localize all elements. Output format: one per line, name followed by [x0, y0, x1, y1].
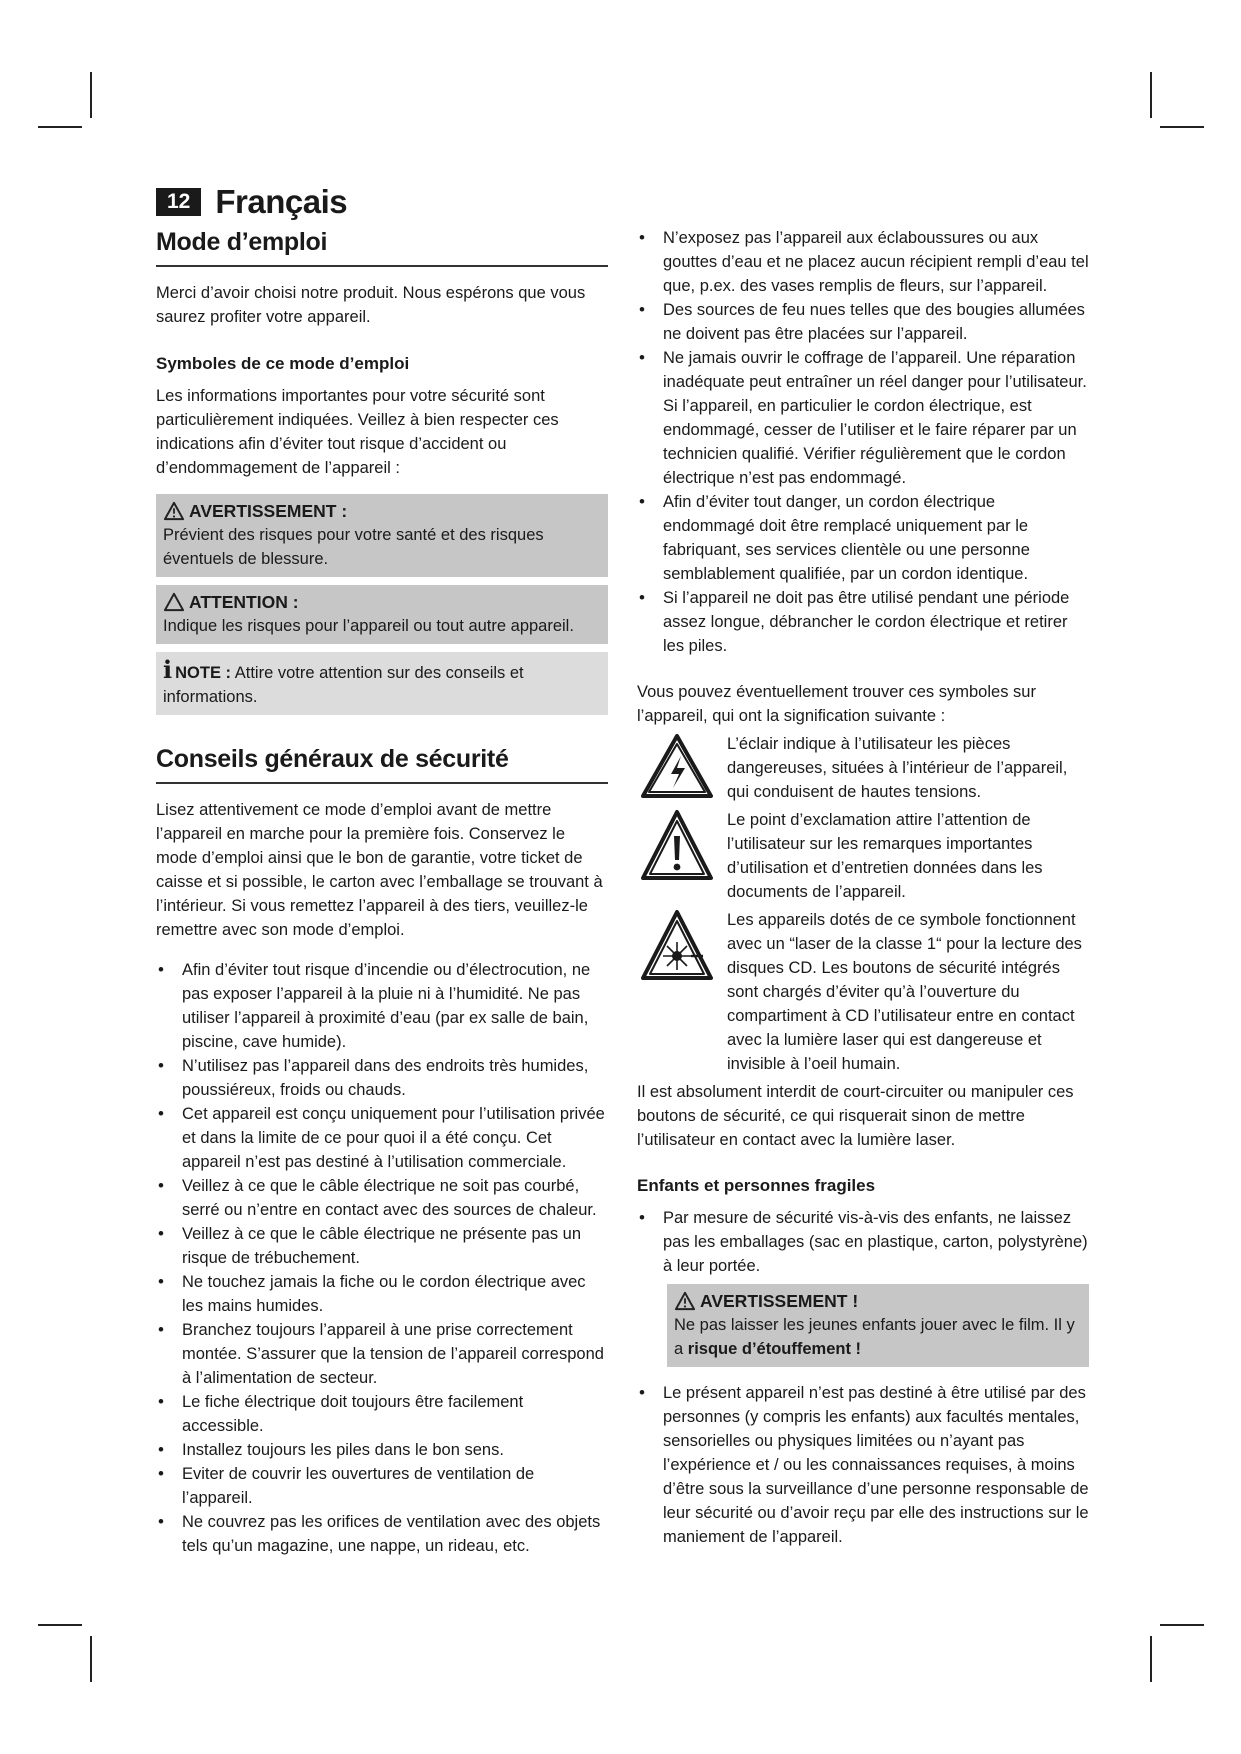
symbols-text: Les informations importantes pour votre sécurité sont particulièrement indiquées. Veillez à bien respecter ces indications afin d’éviter tout risque d’accident ou d’endommagement de l’appareil :	[156, 387, 559, 477]
symbol-text: Les appareils dotés de ce symbole fonctionnent avec un “laser de la classe 1“ pour la lecture des disques CD. Les boutons de sécurité intégrés sont chargés d’éviter qu’à l’ouverture du compartiment à CD l’utilisateur entre en contact avec la lumière laser qui est dangereuse et invisible à l’oeil humain.	[727, 911, 1082, 1073]
safety-title: Conseils généraux de sécurité	[156, 745, 608, 784]
attention-box-text: Indique les risques pour l’appareil ou tout autre appareil.	[163, 617, 574, 635]
symbol-row-laser	[637, 908, 1089, 1076]
attention-triangle-icon	[163, 592, 185, 612]
symbol-text: L’éclair indique à l’utilisateur les pièces dangereuses, situées à l’intérieur de l’appareil, qui conduisent de hautes tensions.	[727, 735, 1068, 801]
list-item: • Ne couvrez pas les orifices de ventilation avec des objets tels qu’un magazine, une nappe, un rideau, etc.	[156, 1510, 608, 1558]
symbols-intro: Vous pouvez éventuellement trouver ces symboles sur l’appareil, qui ont la signification suivante :	[637, 683, 1036, 725]
manual-title: Mode d’emploi	[156, 228, 608, 267]
lightning-warning-icon	[639, 732, 715, 802]
list-item: • Eviter de couvrir les ouvertures de ventilation de l’appareil.	[156, 1462, 608, 1510]
list-item: • Ne touchez jamais la fiche ou le cordon électrique avec les mains humides.	[156, 1270, 608, 1318]
list-item: • N’exposez pas l’appareil aux éclaboussures ou aux gouttes d’eau et ne placez aucun récipient rempli d’eau tel que, p.ex. des vases remplis de fleurs, sur l’appareil.	[637, 226, 1089, 298]
list-item: • Par mesure de sécurité vis-à-vis des enfants, ne laissez pas les emballages (sac en plastique, carton, polystyrène) à leur portée.	[637, 1206, 1089, 1278]
note-box	[156, 652, 608, 715]
intro-text: Merci d’avoir choisi notre produit. Nous espérons que vous saurez profiter votre appareil.	[156, 284, 586, 326]
list-item: • N’utilisez pas l’appareil dans des endroits très humides, poussiéreux, froids ou chauds.	[156, 1054, 608, 1102]
symbol-row-exclamation	[637, 808, 1089, 904]
children-bullets-2	[637, 1381, 1089, 1549]
crop-mark	[38, 1624, 82, 1626]
crop-mark	[90, 1636, 92, 1682]
safety-intro: Lisez attentivement ce mode d’emploi avant de mettre l’appareil en marche pour la première fois. Conservez le mode d’emploi ainsi que le bon de garantie, votre ticket de caisse et si possible, le carton avec l’emballage se trouvant à l’intérieur. Si vous remettez l’appareil à des tiers, veuillez-le remettre avec son mode d’emploi.	[156, 801, 603, 939]
info-icon: i	[163, 655, 173, 684]
crop-mark	[1160, 126, 1204, 128]
symbol-text: Le point d’exclamation attire l’attention de l’utilisateur sur les remarques importantes d’utilisation et d’entretien données dans les documents de l’appareil.	[727, 811, 1043, 901]
list-item: • Le fiche électrique doit toujours être facilement accessible.	[156, 1390, 608, 1438]
list-item: • Le présent appareil n’est pas destiné à être utilisé par des personnes (y compris les enfants) aux facultés mentales, sensorielles ou physiques limitées ou n’ayant pas l’expérience et / ou les connaissances requises, à moins d’être sous la surveillance d’une personne responsable de leur sécurité ou d’avoir reçu par elle des instructions sur le maniement de l’appareil.	[637, 1381, 1089, 1549]
left-column	[156, 180, 608, 1558]
symbol-icon-cell	[637, 908, 717, 1076]
warning-title-text: AVERTISSEMENT :	[189, 501, 348, 521]
list-item: • Afin d’éviter tout risque d’incendie ou d’électrocution, ne pas exposer l’appareil à la pluie ni à l’humidité. Ne pas utiliser l’appareil à proximité d’eau (par ex salle de bain, piscine, cave humide).	[156, 958, 608, 1054]
warning-box-text: Prévient des risques pour votre santé et des risques éventuels de blessure.	[163, 526, 544, 568]
laser-note: Il est absolument interdit de court-circuiter ou manipuler ces boutons de sécurité, ce qui risquerait sinon de mettre l’utilisateur en contact avec la lumière laser.	[637, 1083, 1074, 1149]
exclamation-warning-icon	[639, 808, 715, 884]
list-item: • Ne jamais ouvrir le coffrage de l’appareil. Une réparation inadéquate peut entraîner un réel danger pour l’utilisateur. Si l’appareil, en particulier le cordon électrique, est endommagé, cesser de l’utiliser et le faire réparer par un technicien qualifié. Vérifier régulièrement que le cordon électrique n’est pas endommagé.	[637, 346, 1089, 490]
children-bullets	[637, 1206, 1089, 1278]
list-item: • Si l’appareil ne doit pas être utilisé pendant une période assez longue, débrancher le cordon électrique et retirer les piles.	[637, 586, 1089, 658]
list-item: • Des sources de feu nues telles que des bougies allumées ne doivent pas être placées sur l’appareil.	[637, 298, 1089, 346]
symbol-row-lightning	[637, 732, 1089, 804]
crop-mark	[38, 126, 82, 128]
list-item: • Branchez toujours l’appareil à une prise correctement montée. S’assurer que la tension de l’appareil correspond à l’alimentation de secteur.	[156, 1318, 608, 1390]
list-item: • Veillez à ce que le câble électrique ne soit pas courbé, serré ou n’entre en contact avec des sources de chaleur.	[156, 1174, 608, 1222]
crop-mark	[90, 72, 92, 118]
children-heading: Enfants et personnes fragiles	[637, 1176, 876, 1195]
symbols-heading: Symboles de ce mode d’emploi	[156, 354, 410, 373]
safety-bullets-left	[156, 958, 608, 1558]
children-warning-text	[674, 1313, 1083, 1361]
attention-title-text: ATTENTION :	[189, 592, 299, 612]
warning-triangle-icon	[163, 501, 185, 521]
page-number: 12	[156, 188, 201, 216]
note-text: Attire votre attention sur des conseils et informations.	[163, 664, 524, 706]
symbol-icon-cell	[637, 732, 717, 804]
children-warning-body: Ne pas laisser les jeunes enfants jouer avec le film. Il y a	[674, 1316, 1075, 1358]
warning-box-title	[163, 499, 602, 523]
list-item: • Veillez à ce que le câble électrique ne présente pas un risque de trébuchement.	[156, 1222, 608, 1270]
children-warning-title-text: AVERTISSEMENT !	[700, 1291, 859, 1311]
note-title: NOTE :	[175, 664, 232, 682]
list-item: • Cet appareil est conçu uniquement pour l’utilisation privée et dans la limite de ce pour quoi il a été conçu. Cet appareil n’est pas destiné à l’utilisation commerciale.	[156, 1102, 608, 1174]
safety-bullets-right	[637, 226, 1089, 658]
attention-box-title	[163, 590, 602, 614]
right-column	[637, 226, 1089, 1549]
children-warning-title	[674, 1289, 1083, 1313]
warning-box	[156, 494, 608, 577]
symbol-icon-cell	[637, 808, 717, 904]
laser-warning-icon	[639, 908, 715, 984]
list-item: • Installez toujours les piles dans le bon sens.	[156, 1438, 608, 1462]
crop-mark	[1160, 1624, 1204, 1626]
children-warning-bold: risque d’étouffement !	[687, 1340, 862, 1358]
warning-triangle-icon	[674, 1291, 696, 1311]
crop-mark	[1150, 72, 1152, 118]
list-item: • Afin d’éviter tout danger, un cordon électrique endommagé doit être remplacé uniquement par le fabriquant, ses services clientèle ou une personne semblablement qualifiée, par un cordon identique.	[637, 490, 1089, 586]
attention-box	[156, 585, 608, 644]
crop-mark	[1150, 1636, 1152, 1682]
language-title: Français	[215, 183, 348, 220]
children-warning-box	[667, 1284, 1089, 1367]
language-header	[156, 180, 608, 224]
